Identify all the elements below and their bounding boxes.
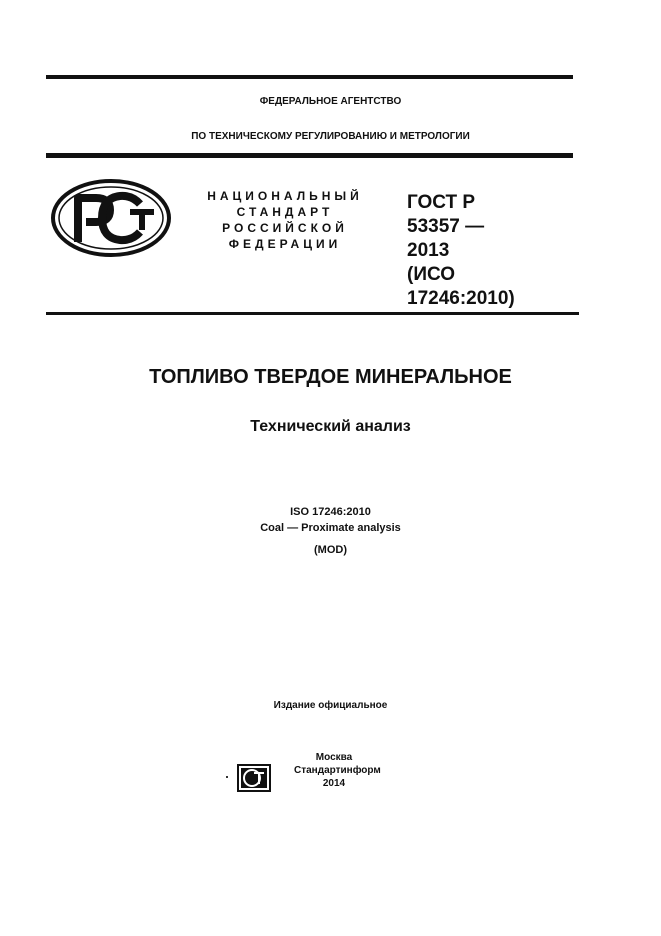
rst-emblem-icon [50,178,172,258]
iso-mod: (MOD) [314,544,347,556]
national-line: РОССИЙСКОЙ [222,221,348,235]
designation-line: 2013 [407,240,450,261]
document-title: ТОПЛИВО ТВЕРДОЕ МИНЕРАЛЬНОЕ [149,366,512,388]
iso-number: ISO 17246:2010 [290,506,371,518]
designation-line: ГОСТ Р [407,192,476,213]
publisher-name: Стандартинформ [294,765,381,776]
top-rule [46,75,573,79]
standartinform-logo-icon [237,764,271,792]
agency-line-1: ФЕДЕРАЛЬНОЕ АГЕНТСТВО [259,96,402,107]
edition-label: Издание официальное [273,700,388,711]
designation-line: (ИСО [407,264,456,285]
iso-name: Coal — Proximate analysis [260,522,401,534]
national-line: ФЕДЕРАЦИИ [228,237,342,251]
publisher-year: 2014 [322,778,346,789]
document-subtitle: Технический анализ [250,418,411,435]
header-rule [46,153,573,158]
national-line: СТАНДАРТ [236,205,334,219]
national-line: НАЦИОНАЛЬНЫЙ [207,189,363,203]
national-standard-block [190,188,380,252]
designation-rule [46,312,579,315]
agency-line-2: ПО ТЕХНИЧЕСКОМУ РЕГУЛИРОВАНИЮ И МЕТРОЛОГИИ [191,131,470,142]
designation-line: 53357 — [407,216,485,237]
designation-line: 17246:2010) [407,288,515,309]
publisher-block [294,751,381,790]
standard-designation [407,191,515,311]
print-speck [226,776,228,778]
publisher-city: Москва [315,752,353,763]
